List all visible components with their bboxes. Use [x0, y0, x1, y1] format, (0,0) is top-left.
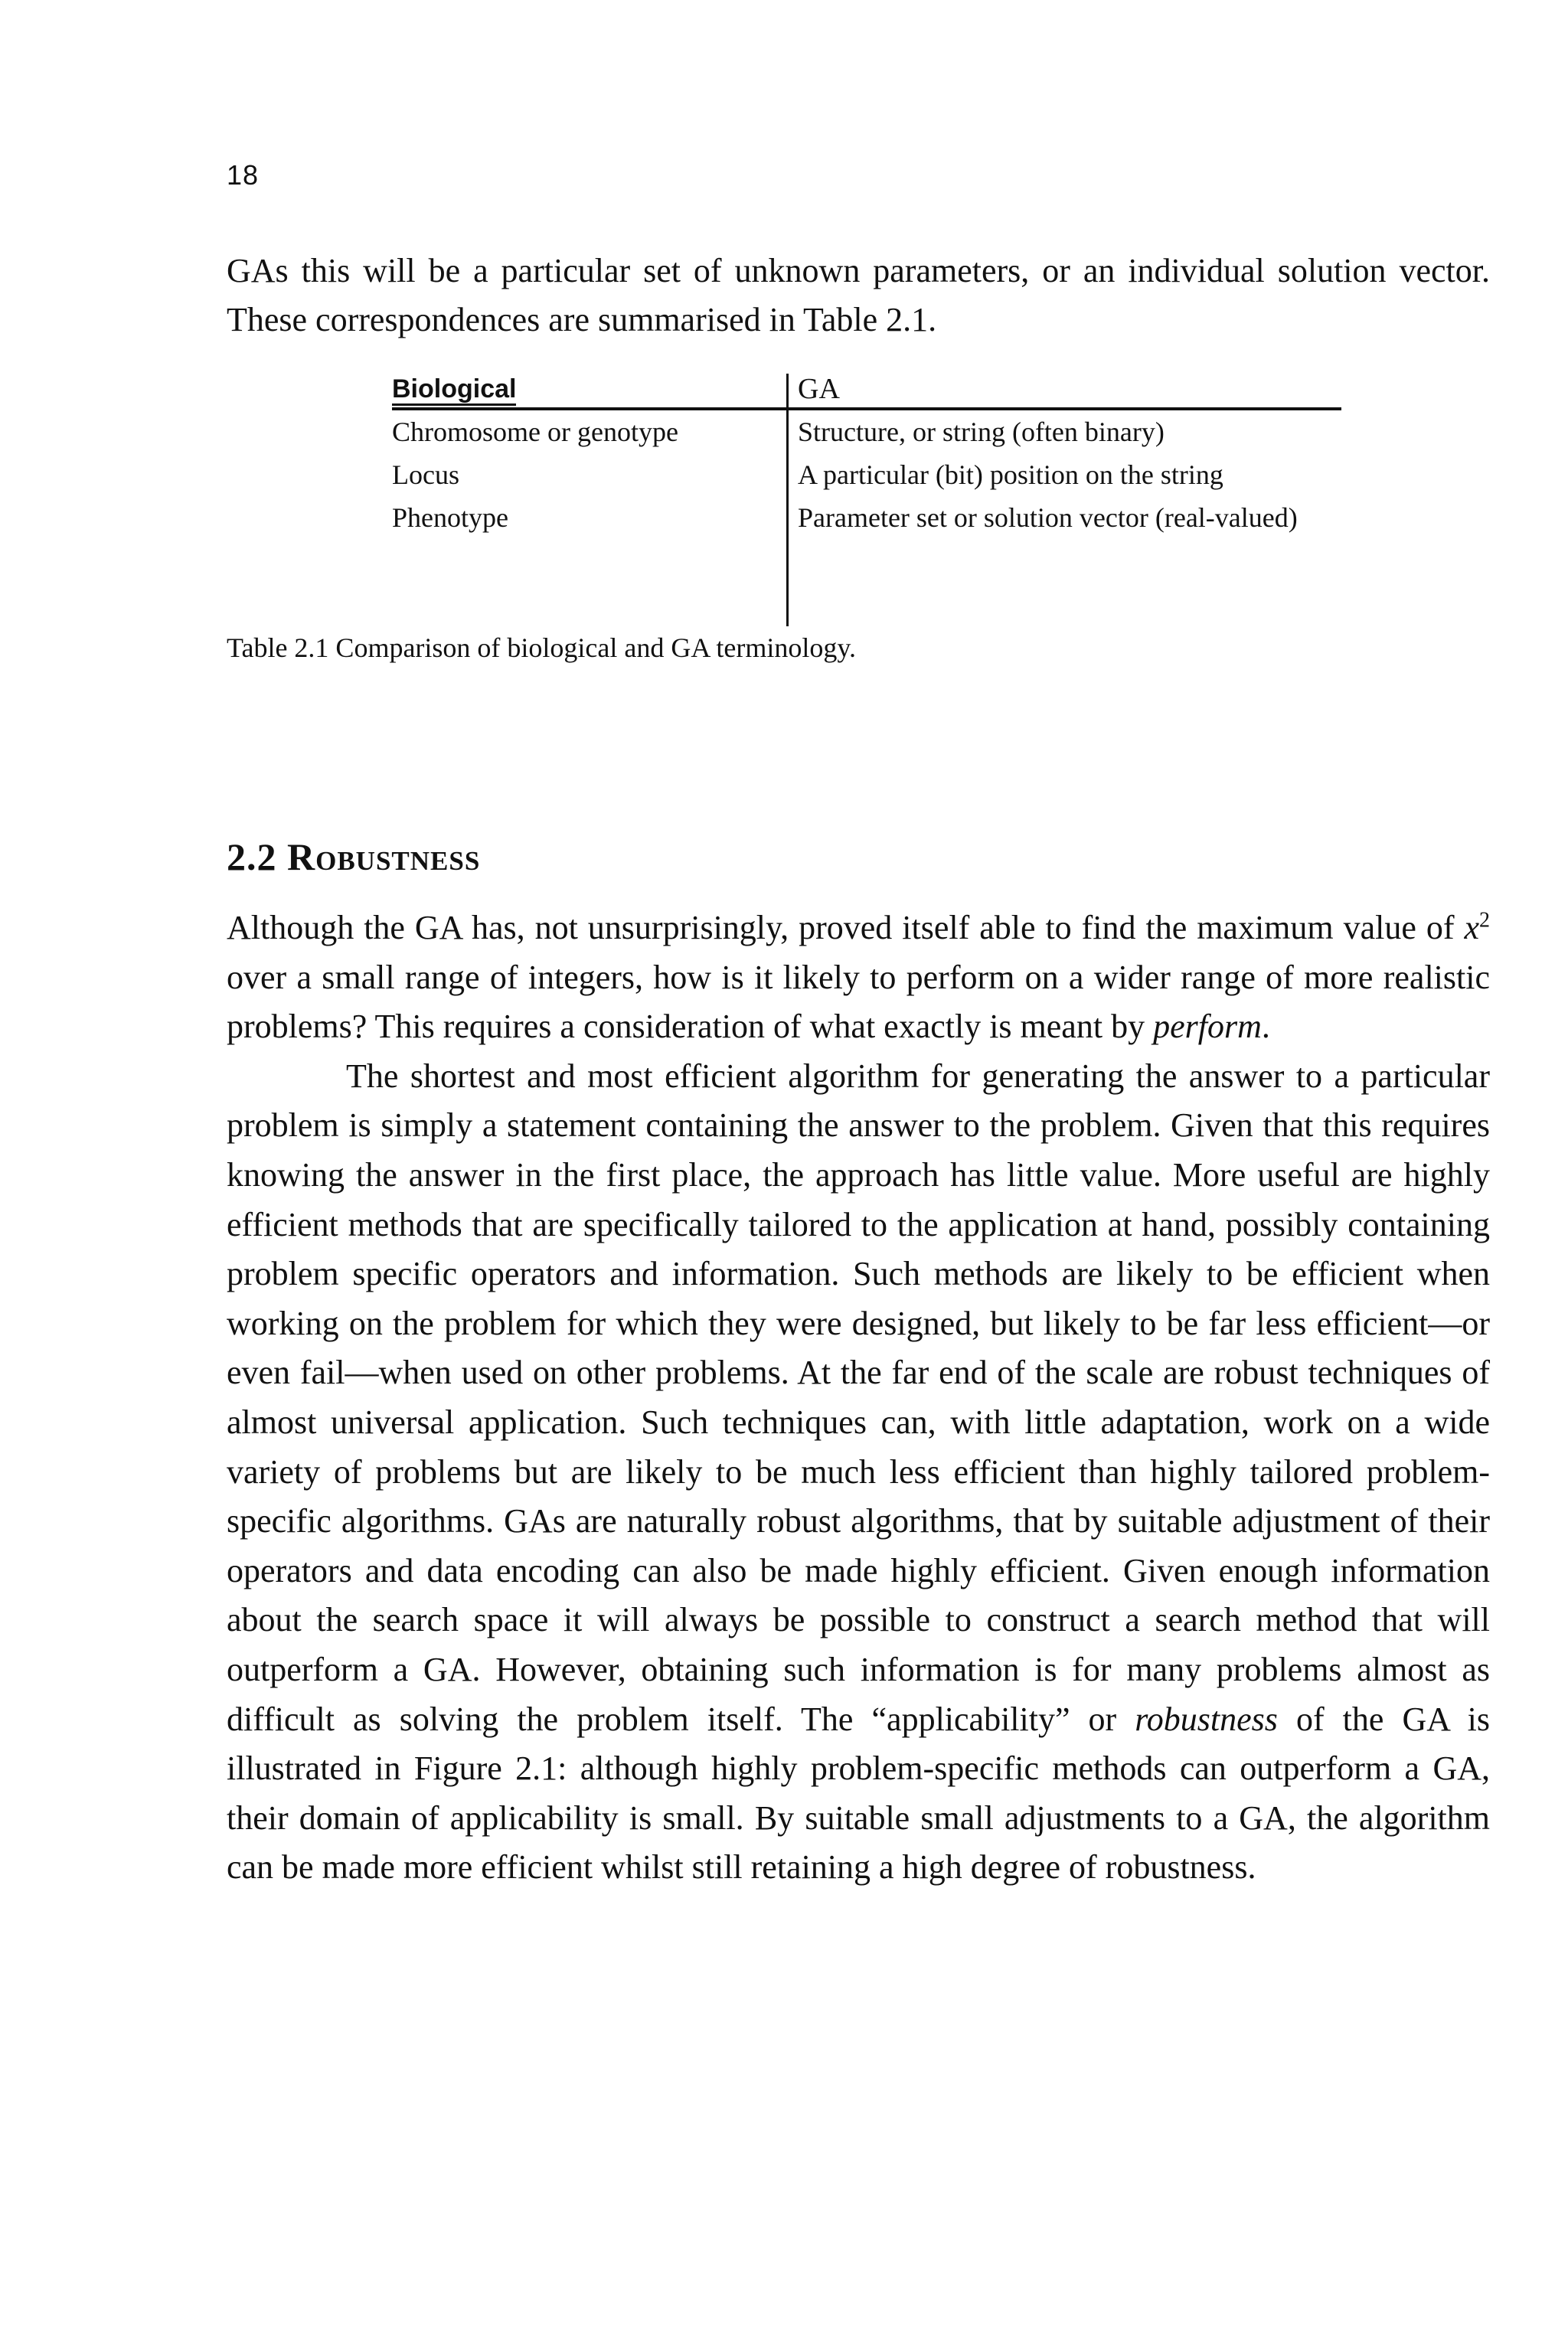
paragraph-1-text-b: over a small range of integers, how is it likely to perform on a wider range of more realistic problems? This requires a consideration of what exactly is meant by: [227, 958, 1490, 1046]
table-cell-biological: Chromosome or genotype: [392, 417, 678, 447]
section-title: Robustness: [287, 835, 481, 878]
table-row: [392, 496, 1341, 582]
emphasis-robustness: robustness: [1135, 1700, 1278, 1738]
intro-paragraph: GAs this will be a particular set of unknown parameters, or an individual solution vector. These correspondences are summarised in Table 2.1.: [227, 252, 1490, 338]
table-row: [392, 410, 1341, 453]
header-biological-label: Biological: [392, 374, 516, 406]
table-cell-biological: Locus: [392, 459, 459, 490]
table-cell-ga: Parameter set or solution vector (real-valued): [798, 502, 1298, 533]
emphasis-perform: perform: [1153, 1008, 1262, 1046]
paragraph-1-text-c: .: [1261, 1008, 1270, 1046]
table-cell-ga: A particular (bit) position on the string: [798, 459, 1223, 490]
section-number: 2.2: [227, 835, 277, 878]
math-exponent: 2: [1479, 908, 1490, 933]
table-header-row: [392, 368, 1341, 410]
table-cell-ga: Structure, or string (often binary): [798, 417, 1165, 447]
paragraph-2-text-b: of the GA is illustrated in Figure 2.1: although highly problem-specific methods can outperform a GA, their domain of applicability is small. By suitable small adjustments to a GA, the algorithm can be made more efficient whilst still retaining a high degree of robustness.: [227, 1700, 1490, 1887]
math-variable: x: [1464, 909, 1479, 946]
table-header-ga: GA: [798, 373, 840, 405]
table-header-biological: [392, 368, 782, 410]
paragraph-2: [227, 1052, 1490, 1893]
table-row: [392, 453, 1341, 496]
paragraph-2-text-a: The shortest and most efficient algorithm for generating the answer to a particular problem is simply a statement containing the answer to the problem. Given that this requires knowing the answer in the first place, the approach has little value. More useful are highly efficient methods that are specifically tailored to the application at hand, possibly containing problem specific operators and information. Such methods are likely to be efficient when working on the problem for which they were designed, but likely to be far less efficient—or even fail—when used on other problems. At the far end of the scale are robust techniques of almost universal application. Such techniques can, with little adaptation, work on a wide variety of problems but are likely to be much less efficient than highly tailored problem-specific algorithms. GAs are naturally robust algorithms, that by suitable adjustment of their operators and data encoding can also be made highly efficient. Given enough information about the search space it will always be possible to construct a search method that will outperform a GA. However, obtaining such information is for many problems almost as difficult as solving the problem itself. The “applicability” or: [227, 1057, 1490, 1738]
table-caption: Table 2.1 Comparison of biological and GA terminology.: [227, 632, 857, 663]
terminology-table: [392, 368, 1341, 582]
paragraph-1: [227, 903, 1490, 1052]
section-body: [227, 903, 1490, 1893]
section-heading: [227, 835, 480, 879]
paragraph-1-text-a: Although the GA has, not unsurprisingly, proved itself able to find the maximum value of: [227, 909, 1465, 946]
table-cell-biological: Phenotype: [392, 502, 508, 533]
page-number: 18: [227, 159, 260, 191]
